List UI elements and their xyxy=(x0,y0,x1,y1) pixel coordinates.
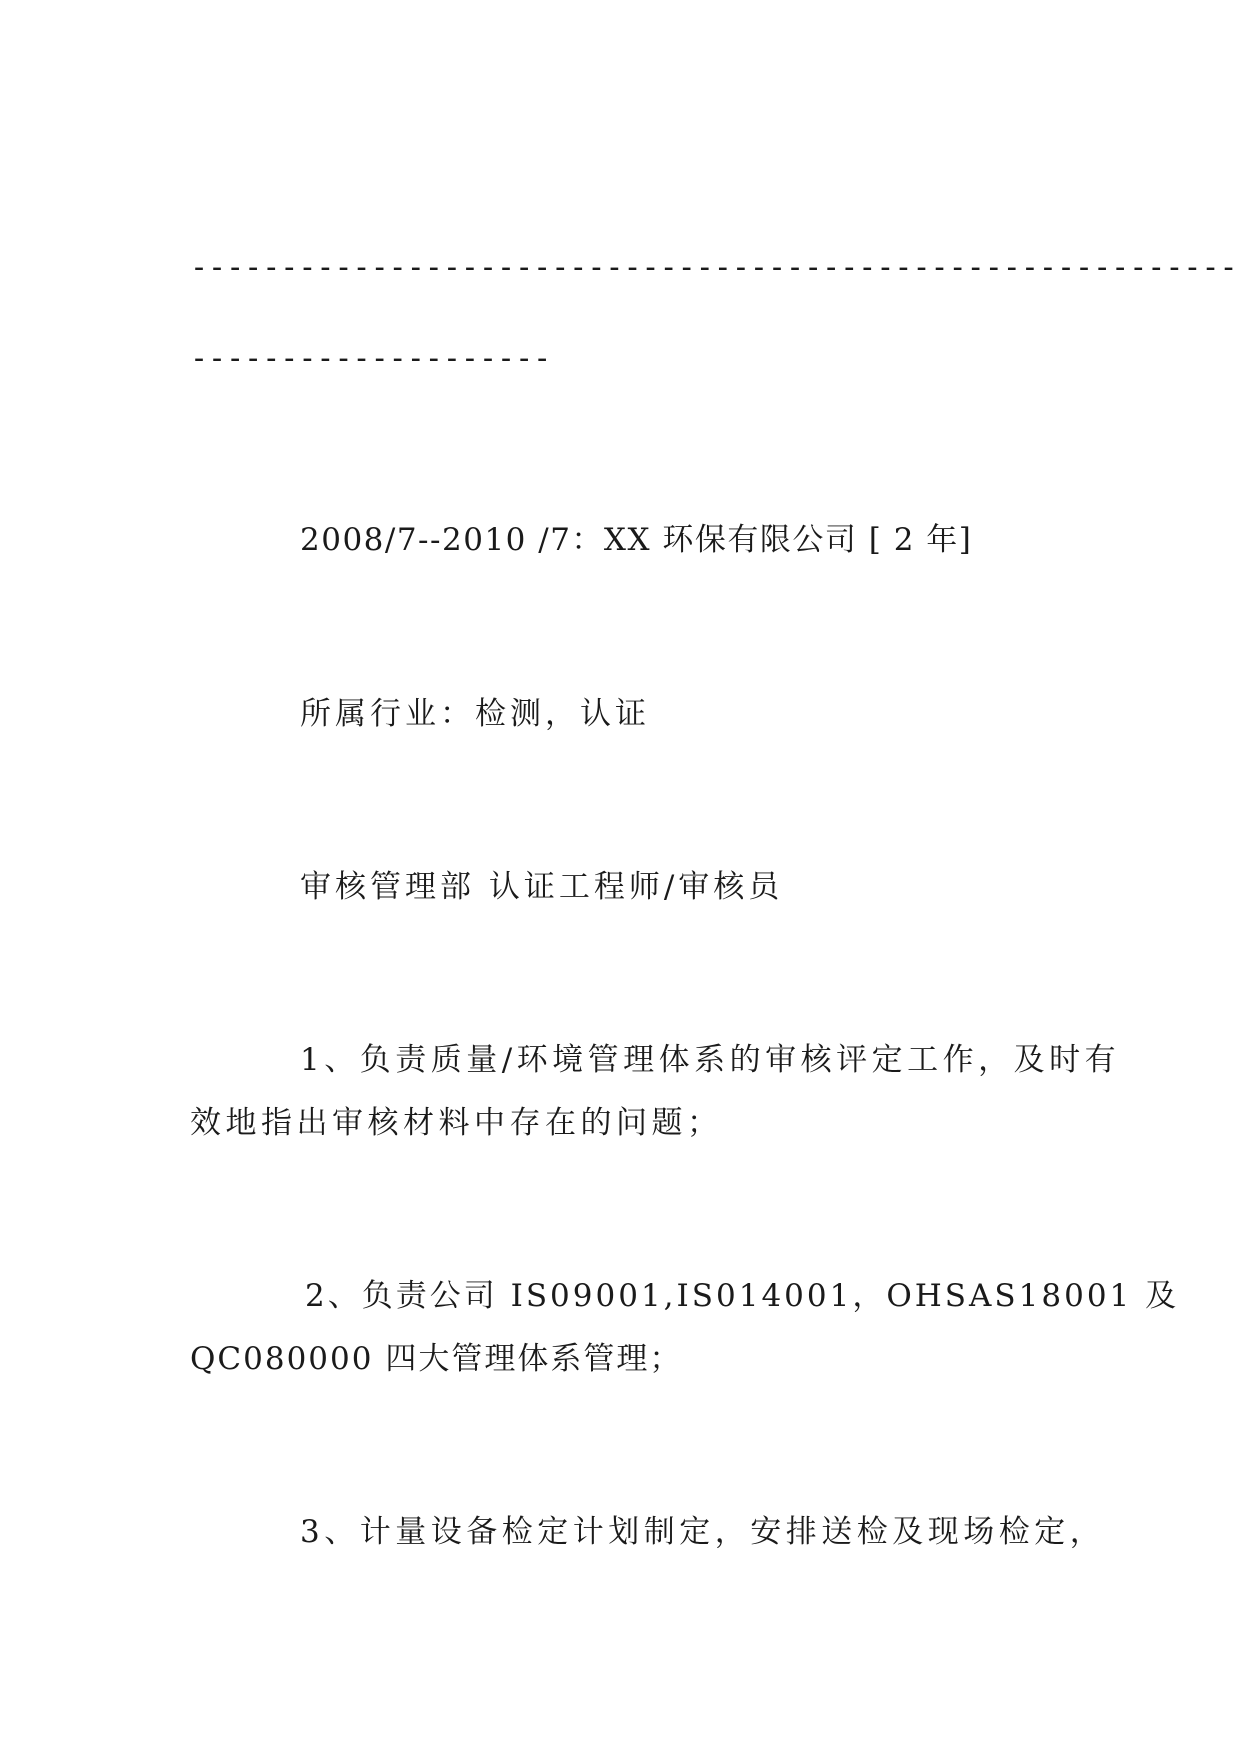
duty-item-3: 3、计量设备检定计划制定，安排送检及现场检定， xyxy=(300,1514,1106,1550)
separator-line: ---------------------------------------------------------- xyxy=(190,250,1238,285)
duty-item-2: 2、负责公司 IS09001,IS014001，OHSAS18001 及 xyxy=(305,1278,1180,1314)
industry-line: 所属行业：检测，认证 xyxy=(300,696,650,732)
employment-period: 2008/7--2010 /7：XX 环保有限公司 [ 2 年] xyxy=(300,522,973,558)
separator-line: -------------------- xyxy=(190,341,552,376)
department-position: 审核管理部 认证工程师/审核员 xyxy=(300,869,784,905)
duty-item-2-continued: QC080000 四大管理体系管理； xyxy=(190,1341,683,1377)
duty-item-1-continued: 效地指出审核材料中存在的问题； xyxy=(190,1105,723,1141)
duty-item-1: 1、负责质量/环境管理体系的审核评定工作，及时有 xyxy=(300,1042,1121,1078)
